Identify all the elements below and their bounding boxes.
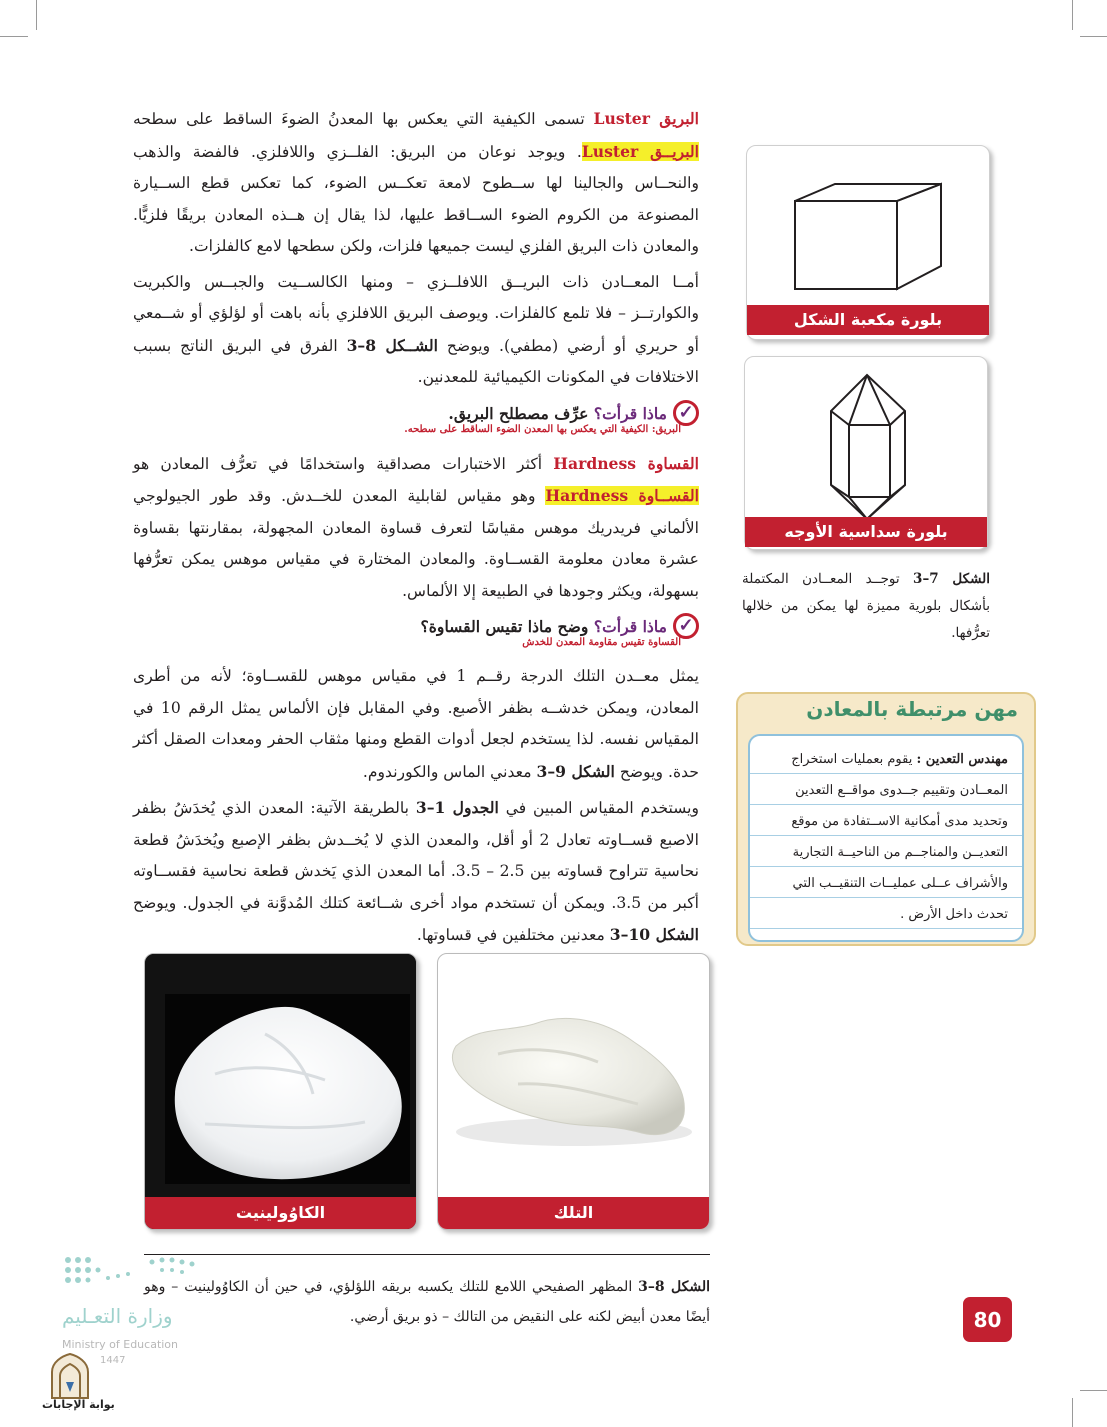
reading-check-text: عرِّف مصطلح البريق. [448, 403, 594, 423]
crop-mark [36, 0, 37, 30]
talc-text-cont: معدني الماس والكورندوم. [362, 762, 537, 781]
career-description: يقوم بعمليات استخراج المعــادن وتقييم جــدوى مواقــع التعدين وتحديد مدى أمكانية الاســتفادة من موقع التعديــن والمناجــم من الناحيــة التجارية والأشراف عــلى عمليــات التنقيــب التي تحدث داخل الأرض . [791, 752, 1008, 922]
scale-paragraph [133, 792, 699, 952]
photo-talc [437, 953, 710, 1230]
reading-check-text: وضح ماذا تقيس القساوة؟ [420, 617, 594, 636]
caption-figure-number: الشكل 7–3 [913, 571, 990, 587]
checkmark-icon: ✓ [673, 613, 699, 639]
hardness-paragraph [133, 448, 699, 608]
hardness-text: أكثر الاختبارات مصداقية واستخدامًا في تعرُّف المعادن هو [133, 454, 554, 473]
caption-figure-number: الشكل 8–3 [638, 1279, 710, 1295]
crop-mark [1072, 0, 1073, 30]
kaolinite-specimen-image [145, 954, 417, 1199]
figure-ref[interactable]: الشكل 10–3 [609, 925, 699, 944]
nonmetallic-text: أمــا المعــادن ذات البريــق اللافلــزي – ومنها الكالســيت والجبــس والكبريت والكوارتــز – فلا تلمع كالفلزات. ويوصف البريق اللافلزي بأنه باهت أو لؤلؤي أو شــمعي أو حريري أو أرضي (مطفي). ويوضح [133, 272, 699, 355]
photo-kaolinite [144, 953, 417, 1230]
hardness-highlight: القســاوة Hardness [545, 486, 700, 505]
crop-mark [1080, 36, 1107, 37]
talc-paragraph [133, 661, 699, 788]
scale-text-cont: بالطريقة الآتية: المعدن الذي يُخدَشُ بظفر الاصبع قســاوته تعادل 2 أو أقل، والمعدن الذي لا يُخــدش بظفر الإصبع ويُخدَشُ قطعة نحاسية تتراوح قساوته بين 2.5 – 3.5. أما المعدن الذي يَخدش قطعة نحاسية فقســاوته أكبر من 3.5. ويمكن أن تستخدم مواد أخرى شــائعة كتلك المُدوَّنة في الجدول. ويوضح [133, 799, 699, 912]
ministry-dots-icon [62, 1252, 202, 1302]
luster-highlight: البريــق Luster [581, 141, 699, 161]
crop-mark [1080, 1390, 1107, 1391]
luster-paragraph [133, 103, 699, 263]
hardness-text-cont: وهو مقياس لقابلية المعدن للخــدش. وقد طور الجيولوجي الألماني فريدريك موهس مقياسًا لتعرف قساوة المعادن المجهولة، بمقارنتها بقساوة عشرة معادن معلومة القســاوة. والمعادن المختارة في مقياس موهس يمكن تعرُّفها بسهولة، ويكثر وجودها في الطبيعة إلا الألماس. [133, 487, 699, 600]
figure-hexagonal-crystal [744, 356, 988, 550]
ministry-name-english: Ministry of Education [62, 1338, 179, 1351]
talc-specimen-image [438, 954, 710, 1199]
figure-label-hexagonal: بلورة سداسية الأوجه [745, 517, 987, 547]
ministry-logo [40, 1248, 240, 1418]
caption-text: المظهر الصفيحي اللامع للتلك يكسبه بريقه اللؤلؤي، في حين أن الكاوُولينيت – وهو أيضًا معدن أبيض لكنه على النقيض من التالك – ذو بريق أرضي. [144, 1279, 710, 1325]
crop-mark [0, 36, 28, 37]
luster-term: البريق Luster [593, 109, 699, 128]
handwritten-answer: البريق: الكيفية التي يعكس بها المعدن الضوء الساقط على سطحه. [404, 423, 681, 435]
page-number: 80 [963, 1297, 1012, 1342]
careers-content [748, 734, 1024, 942]
figure-caption-7-3 [742, 566, 990, 647]
mosque-watermark-icon [48, 1352, 92, 1400]
luster-text: تسمى الكيفية التي يعكس بها المعدنُ الضوءَ الساقط على سطحه [133, 110, 594, 128]
handwritten-answer: القساوة تقيس مقاومة المعدن للخدش [522, 637, 681, 648]
main-text-column [133, 103, 699, 956]
crop-mark [1072, 1398, 1073, 1427]
reading-check-label: ماذا قرأت؟ [593, 403, 667, 423]
hardness-term: القساوة Hardness [553, 453, 700, 473]
figure-ref[interactable]: الشكل 9–3 [536, 761, 615, 781]
hexagonal-crystal-illustration [745, 357, 989, 522]
careers-panel [736, 692, 1036, 946]
ministry-year: 1447 [100, 1355, 126, 1366]
photo-label-talc: التلك [438, 1197, 709, 1229]
reading-check-hardness [133, 611, 699, 655]
talc-text: يمثل معــدن التلك الدرجة رقــم 1 في مقياس موهس للقســاوة؛ لأنه من أطرى المعادن، ويمكن خدشــه بظفر الأصبع. وفي المقابل فإن الألماس يمثل الرقم 10 في المقياس نفسه. لذا يستخدم لجعل أدوات القطع ومنها مثقاب الحفر ومعدات الصقل أكثر حدة. ويوضح [133, 667, 699, 781]
nonmetallic-paragraph [133, 267, 699, 394]
watermark-text: بوابة الإجابات [42, 1398, 115, 1411]
luster-text-cont: . ويوجد نوعان من البريق: الفلــزي واللافلزي. فالفضة والذهب والنحــاس والجالينا لها ســطوح لامعة تعكــس الضوء، كما تعكس قطع الســيارة المصنوعة من الكروم الضوء الســاقط عليها، لذا يقال إن هــذه المعادن بريقًا فلزيًّا. والمعادن ذات البريق الفلزي ليست جميعها فلزات، ولكن سطحها لامع كالفلزات. [133, 142, 699, 255]
checkmark-icon: ✓ [673, 400, 699, 426]
careers-title: مهن مرتبطة بالمعادن [806, 697, 1018, 721]
nonmetallic-text-cont: الفرق في البريق الناتج بسبب الاختلافات في المكونات الكيميائية للمعدنين. [133, 336, 699, 386]
cube-illustration [747, 146, 991, 306]
reading-check-label: ماذا قرأت؟ [593, 617, 667, 636]
scale-text: ويستخدم المقياس المبين في [498, 799, 700, 817]
figure-ref[interactable]: الشــكل 8–3 [346, 335, 438, 355]
ministry-name-arabic: وزارة التعـليم [62, 1304, 173, 1328]
scale-text-end: معدنين مختلفين في قساوتها. [416, 926, 610, 944]
photo-label-kaolinite: الكاوُولينيت [145, 1197, 416, 1229]
caption-text: توجــد المعــادن المكتملة بأشكال بلورية مميزة لها يمكن من خلالها تعرُّفها. [742, 571, 990, 641]
figure-cubic-crystal [746, 145, 990, 340]
table-ref[interactable]: الجدول 1–3 [415, 798, 499, 817]
reading-check-luster [133, 398, 699, 442]
career-role: مهندس التعدين : [916, 752, 1008, 767]
figure-label-cubic: بلورة مكعبة الشكل [747, 305, 989, 335]
